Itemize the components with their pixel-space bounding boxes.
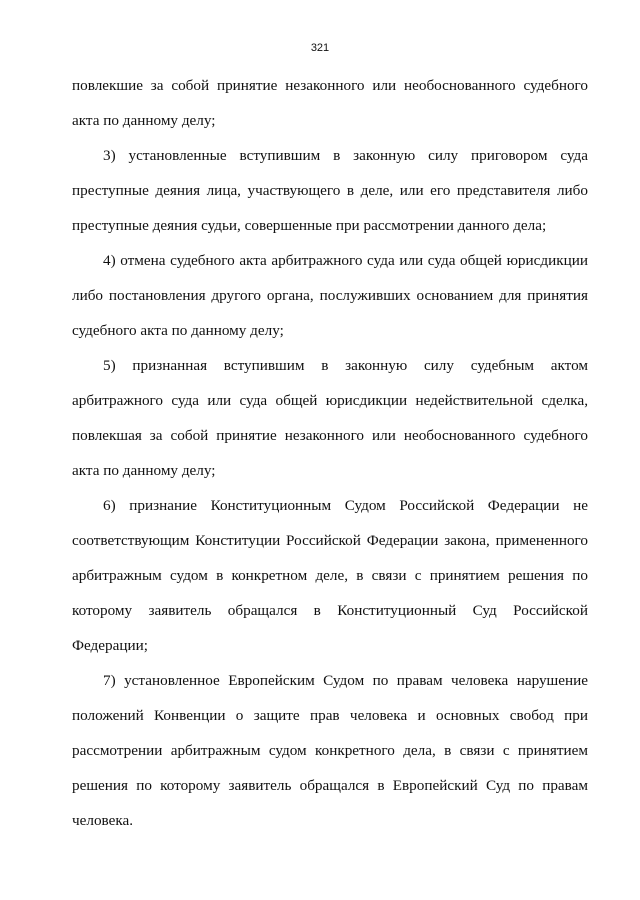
document-body bbox=[72, 68, 588, 838]
paragraph-item-5: 5) признанная вступившим в законную силу судебным актом арбитражного суда или суда общей юрисдикции недействительной сделка, повлекшая за собой принятие незаконного или необоснованного судебного акта по данному делу; bbox=[72, 357, 588, 479]
paragraph-item-4: 4) отмена судебного акта арбитражного суда или суда общей юрисдикции либо постановления другого органа, послуживших основанием для принятия судебного акта по данному делу; bbox=[72, 252, 588, 339]
paragraph-item-6: 6) признание Конституционным Судом Российской Федерации не соответствующим Конституции Российской Федерации закона, примененного арбитражным судом в конкретном деле, в связи с принятием решения по которому заявитель обращался в Конституционный Суд Российской Федерации; bbox=[72, 497, 588, 654]
paragraph-item-7: 7) установленное Европейским Судом по правам человека нарушение положений Конвенции о защите прав человека и основных свобод при рассмотрении арбитражным судом конкретного дела, в связи с принятием решения по которому заявитель обращался в Европейский Суд по правам человека. bbox=[72, 672, 588, 829]
paragraph-continuation: повлекшие за собой принятие незаконного или необоснованного судебного акта по данному делу; bbox=[72, 77, 588, 129]
paragraph-item-3: 3) установленные вступившим в законную силу приговором суда преступные деяния лица, участвующего в деле, или его представителя либо преступные деяния судьи, совершенные при рассмотрении данного дела; bbox=[72, 147, 588, 234]
page-number: 321 bbox=[310, 42, 330, 54]
